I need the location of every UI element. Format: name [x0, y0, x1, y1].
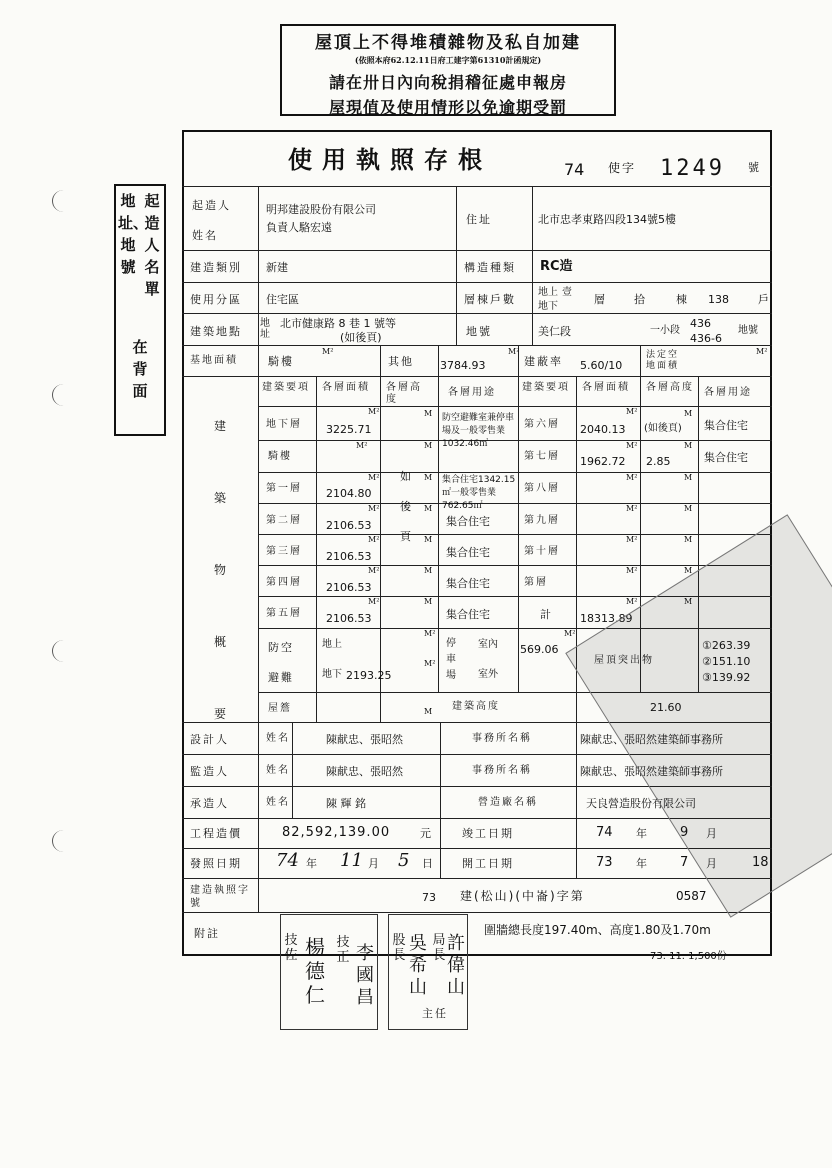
- issue-date-label: 發照日期: [190, 857, 242, 870]
- supervisor-name: 陳献忠、張昭然: [326, 765, 403, 778]
- lot-label: 地號: [466, 325, 492, 338]
- floor-area-3f: 2106.53: [326, 550, 372, 563]
- notice-line-3: 請在卅日內向稅捐稽征處申報房: [328, 73, 567, 92]
- site-label: 建築地點: [190, 325, 242, 338]
- completion-month-unit: 月: [706, 827, 717, 840]
- remark-label: 附註: [194, 927, 220, 940]
- floor-name-6f: 第六層: [524, 419, 560, 430]
- side-title-col-2: 起造人名單: [144, 192, 160, 298]
- cost-value: 82,592,139.00: [282, 825, 391, 840]
- build-type-label: 建造類別: [190, 261, 242, 274]
- completion-label: 竣工日期: [462, 827, 514, 840]
- floor-area-b1: 3225.71: [326, 423, 372, 436]
- notice-stamp: [280, 24, 616, 116]
- notice-line-1: 屋頂上不得堆積雜物及私自加建: [315, 33, 581, 53]
- arcade-unit: M²: [322, 347, 334, 356]
- total-area: 18313.89: [580, 612, 633, 625]
- punch-hole-icon: [52, 384, 75, 406]
- floor-use-3f: 集合住宅: [446, 546, 490, 559]
- owner-company: 明邦建設股份有限公司: [266, 203, 376, 216]
- permit-year: 73: [422, 891, 436, 904]
- issue-month: 11: [340, 850, 363, 871]
- stamp-label-4: 局長: [432, 933, 446, 963]
- roof-value-1: ①263.39: [702, 639, 751, 652]
- floor-use-1f: 集合住宅1342.15㎡一般零售業762.65㎡: [442, 475, 516, 511]
- supervisor-label: 監造人: [190, 765, 229, 778]
- stamp-label-1: 技佐: [284, 933, 298, 963]
- notice-line-4: 屋現值及使用情形以免逾期受罰: [328, 98, 567, 117]
- floors-count-label: 層棟戶數: [464, 293, 516, 306]
- lot-number-2: 436-6: [690, 332, 722, 345]
- shelter-above-label: 地上: [322, 639, 342, 650]
- start-month-unit: 月: [706, 857, 717, 870]
- stamp-label-5: 主任: [422, 1007, 448, 1020]
- coverage-value: 5.60/10: [580, 359, 623, 372]
- floor-use-2f: 集合住宅: [446, 515, 490, 528]
- total-label: 計: [540, 608, 553, 621]
- supervisor-name-label: 姓名: [266, 765, 290, 776]
- cost-unit: 元: [420, 827, 431, 840]
- height-header-left: 各層高度: [386, 382, 422, 405]
- base-area-label: 基地面積: [190, 355, 238, 366]
- floor-area-6f: 2040.13: [580, 423, 626, 436]
- designer-name: 陳献忠、張昭然: [326, 733, 403, 746]
- area-header-right: 各層面積: [582, 382, 630, 393]
- zone-label: 使用分區: [190, 293, 242, 306]
- floor-name-3f: 第三層: [266, 546, 302, 557]
- shelter-below-label: 地下: [322, 669, 342, 680]
- license-word: 使字: [608, 161, 637, 175]
- contractor-name: 陳 輝 銘: [326, 797, 366, 810]
- contractor-firm-label: 營造廠名稱: [478, 797, 538, 808]
- side-title-box: [114, 184, 166, 436]
- unit-unit: 戶: [758, 293, 769, 306]
- designer-label: 設計人: [190, 733, 229, 746]
- other-value: 3784.93: [440, 359, 486, 372]
- side-title-col-1: 地址、地號: [118, 192, 149, 276]
- building-count: 棟: [676, 293, 687, 306]
- designer-name-label: 姓名: [266, 733, 290, 744]
- permit-text: 建(松山)(中崙)字第: [460, 889, 585, 903]
- stamp-label-3: 股長: [392, 933, 406, 963]
- contractor-name-label: 姓名: [266, 797, 290, 808]
- remark-note: 圍牆總長度197.40m、高度1.80及1.70m: [484, 923, 711, 937]
- build-type-value: 新建: [266, 261, 288, 274]
- floor-name-7f: 第七層: [524, 451, 560, 462]
- owner-address: 北市忠孝東路四段134號5樓: [538, 213, 676, 226]
- roof-value-3: ③139.92: [702, 671, 751, 684]
- start-date-label: 開工日期: [462, 857, 514, 870]
- supervisor-office-label: 事務所名稱: [472, 765, 532, 776]
- floor-height-7f: 2.85: [646, 455, 671, 468]
- zone-value: 住宅區: [266, 293, 299, 306]
- floor-area-1f: 2104.80: [326, 487, 372, 500]
- floor-count: 拾: [634, 293, 645, 306]
- completion-month: 9: [680, 825, 689, 840]
- floor-use-7f: 集合住宅: [704, 451, 748, 464]
- permit-label: 建造執照字號: [190, 885, 250, 909]
- lot-section: 美仁段: [538, 325, 571, 338]
- issue-month-unit: 月: [368, 857, 379, 870]
- license-year: 74: [564, 160, 585, 179]
- basement-floors: 壹: [562, 287, 572, 298]
- print-note: 73. 11. 1,500份: [650, 951, 727, 962]
- floor-name-1f: 第一層: [266, 483, 302, 494]
- license-number: 1249: [660, 156, 725, 181]
- stamp-label-2: 技正: [336, 935, 350, 965]
- floor-name-arcade: 騎樓: [268, 451, 292, 462]
- cost-label: 工程造價: [190, 827, 242, 840]
- punch-hole-icon: [52, 640, 75, 662]
- item-header-left: 建築要項: [262, 382, 310, 393]
- unit-count: 138: [708, 293, 729, 306]
- below-ground-label: 地下: [538, 301, 558, 312]
- lot-subsection: 一小段: [650, 325, 680, 336]
- stamp-name-1: 楊德仁: [305, 935, 325, 1007]
- side-title-col-3: 在背面: [132, 338, 148, 400]
- floor-name-10f: 第十層: [524, 546, 560, 557]
- start-day: 18: [752, 855, 769, 870]
- stamp-name-3: 吳希山: [409, 933, 427, 998]
- issue-year-unit: 年: [306, 857, 317, 870]
- floor-use-4f: 集合住宅: [446, 577, 490, 590]
- completion-year: 74: [596, 825, 613, 840]
- other-unit: M²: [508, 347, 520, 356]
- eaves-label: 屋簷: [268, 703, 292, 714]
- designer-office: 陳献忠、張昭然建築師事務所: [580, 733, 723, 746]
- form-title: 使用執照存根: [288, 145, 492, 174]
- supervisor-office: 陳献忠、張昭然建築師事務所: [580, 765, 723, 778]
- coverage-label: 建蔽率: [524, 355, 563, 368]
- floor-height-6f: (如後頁): [644, 423, 682, 434]
- owner-rep: 負責人駱宏遠: [266, 221, 332, 234]
- site-address-note: (如後頁): [340, 331, 382, 344]
- stamp-name-2: 李國昌: [356, 943, 374, 1008]
- shelter-label: 防空: [268, 641, 294, 654]
- stamp-name-4: 許偉山: [447, 933, 465, 998]
- structure-label: 構造種類: [464, 261, 516, 274]
- site-address: 北市健康路 8 巷 1 號等: [280, 317, 396, 330]
- floor-unit: 層: [594, 293, 605, 306]
- site-address-label: 地址: [260, 318, 270, 340]
- floor-use-5f: 集合住宅: [446, 608, 490, 621]
- owner-address-label: 住址: [466, 213, 492, 226]
- building-height-value: 21.60: [650, 701, 682, 714]
- structure-value: RC造: [540, 259, 573, 274]
- stamp-box-left: [280, 914, 378, 1030]
- completion-year-unit: 年: [636, 827, 647, 840]
- building-height-label: 建築高度: [452, 701, 500, 712]
- parking-label: 停車場: [446, 638, 458, 681]
- arcade-label: 騎樓: [268, 355, 294, 368]
- roof-value-2: ②151.10: [702, 655, 751, 668]
- open-space-label: 法定空地面積: [646, 350, 680, 371]
- contractor-firm: 天良營造股份有限公司: [586, 797, 696, 810]
- issue-day: 5: [398, 850, 410, 871]
- roof-label: 屋頂突出物: [594, 655, 654, 666]
- start-year-unit: 年: [636, 857, 647, 870]
- use-header-right: 各層用途: [704, 387, 752, 398]
- above-ground-label: 地上: [538, 287, 558, 298]
- height-header-right: 各層高度: [646, 382, 694, 393]
- issue-day-unit: 日: [422, 857, 433, 870]
- floor-area-5f: 2106.53: [326, 612, 372, 625]
- open-space-unit: M²: [756, 347, 768, 356]
- escape-label: 避難: [268, 671, 294, 684]
- shelter-below-value: 2193.25: [346, 669, 392, 682]
- floor-area-2f: 2106.53: [326, 519, 372, 532]
- punch-hole-icon: [52, 190, 75, 212]
- owner-name-label: 姓名: [192, 229, 218, 242]
- license-suffix: 號: [748, 161, 761, 174]
- floor-name-2f: 第二層: [266, 515, 302, 526]
- parking-indoor-value: 569.06: [520, 643, 559, 656]
- lot-number: 436: [690, 317, 711, 330]
- permit-number: 0587: [676, 889, 707, 903]
- start-year: 73: [596, 855, 613, 870]
- punch-hole-icon: [52, 830, 75, 852]
- issue-year: 74: [276, 850, 299, 871]
- floor-use-b1: 防空避難室兼停車場及一般零售業1032.46㎡: [442, 413, 515, 449]
- floor-name-8f: 第八層: [524, 483, 560, 494]
- start-month: 7: [680, 855, 689, 870]
- use-header-left: 各層用途: [448, 387, 496, 398]
- parking-indoor-label: 室內: [478, 639, 498, 650]
- floor-name-5f: 第五層: [266, 608, 302, 619]
- lot-suffix: 地號: [738, 325, 758, 336]
- other-label: 其他: [388, 355, 414, 368]
- notice-line-2: (依照本府62.12.11日府工建字第61310計函規定): [354, 55, 542, 65]
- floor-name-b1: 地下層: [266, 419, 302, 430]
- floor-name-9f: 第九層: [524, 515, 560, 526]
- floor-area-4f: 2106.53: [326, 581, 372, 594]
- height-see-next-page: 如後頁: [400, 470, 413, 543]
- floor-name-4f: 第四層: [266, 577, 302, 588]
- floor-use-6f: 集合住宅: [704, 419, 748, 432]
- parking-outdoor-label: 室外: [478, 669, 498, 680]
- area-header-left: 各層面積: [322, 382, 370, 393]
- section-building-summary: 建築物概要: [214, 419, 229, 721]
- contractor-label: 承造人: [190, 797, 229, 810]
- floor-area-7f: 1962.72: [580, 455, 626, 468]
- owner-label: 起造人: [192, 199, 231, 212]
- designer-office-label: 事務所名稱: [472, 733, 532, 744]
- item-header-right: 建築要項: [522, 382, 570, 393]
- floor-name-extra: 第層: [524, 577, 548, 588]
